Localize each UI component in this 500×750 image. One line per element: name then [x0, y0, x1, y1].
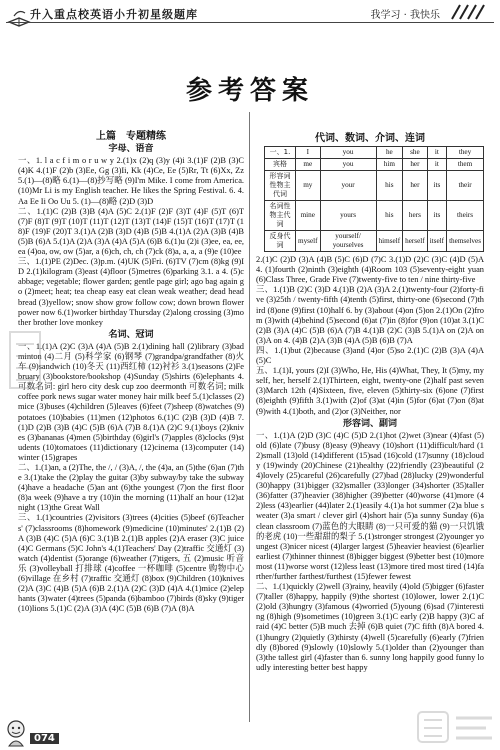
- table-cell: yourself/ yourselves: [320, 231, 376, 252]
- subsection-heading: 字母、语音: [108, 144, 154, 155]
- subsection-heading: 名词、冠词: [108, 329, 154, 340]
- table-cell: himself: [376, 231, 403, 252]
- table-corner: 一、1.: [265, 147, 296, 159]
- answer-block: 五、1.(1)I, yours (2)I (3)Who, He, His (4)What, They, It (5)my, myself, her, herself 2.(1)Thirteen, eight, twenty-one (2)half past seven (3)March 12th (4)Sixteen, five, eleven (5)thirty-six (6)one (7)first (8)eighth (9)fifth 3.(1)with (2)of (3)at (4)in (5)for (6)at (7)on (8)at (9)with 4.(1)both, and (2)or (3)Neither, nor: [256, 366, 484, 416]
- table-cell: his: [376, 201, 403, 231]
- table-cell: her: [403, 159, 428, 171]
- slash-decoration-icon: [446, 3, 486, 21]
- column-divider: [249, 112, 250, 722]
- answer-block: 二、1.(1)quickly (2)well (3)rainy, heavily (4)old (5)bigger (6)faster (7)taller (8)happy, happily (9)the shortest (10)lower, lower 2.(1)C (2)old (3)hungry (3)famous (4)worried (5)young (6)sad (7)interesting (8)high (9)sometimes (10)green 3.(1)C early (2)B happy (3)C afraid (4)C better (5)B much 去掉 (6)B quiet (7)C fifth (8)A bored 4.(1)hungry (2)quietly (3)thirsty (4)well (5)carefully (6)early (7)friendly (8)bored (9)slowly (10)slowly 5.(1)older than (2)younger than (3)the tallest girl (4)faster than 6. sunny long happily good funny loudly interesting better best happy: [256, 582, 484, 672]
- table-cell: myself: [296, 231, 321, 252]
- table-row: [265, 231, 484, 252]
- answer-block: 三、1.(1)B (2)C (3)D 4.(1)B (2)A (3)A 2.(1)twenty-four (2)forty-five (3)25th / twenty-fifth (4)tenth (5)first, thirty-one (6)second (7)third (8)one (9)first (10)half 6. by (3)about (4)on (5)on 2.(1)On (2)from (3)with (4)behind (5)second (6)at (7)in (8)for (9)on (10)at 3.(1)C (2)B (3)A (4)C (5)B (6)A (7)B 4.(1)B (2)C (3)B 5.(1)A on (2)A on (3)A on 4. (4)B (2)A (3)B (4)A (5)B (6)B (7)A: [256, 285, 484, 345]
- page-number: 074: [30, 733, 59, 744]
- subsection-heading: 形容词、副词: [342, 418, 397, 429]
- table-row: [265, 159, 484, 171]
- page-header: [0, 0, 500, 44]
- stamp-watermark-icon: [8, 330, 42, 390]
- table-header-cell: I: [296, 147, 321, 159]
- series-title: 升入重点校英语小升初星级题库: [30, 8, 198, 21]
- table-cell: yours: [320, 201, 376, 231]
- table-row: [265, 201, 484, 231]
- table-cell: them: [447, 159, 484, 171]
- right-column: [256, 134, 484, 673]
- slogan: 我学习 · 我快乐: [370, 10, 440, 21]
- table-cell: her: [403, 171, 428, 201]
- answer-block: 2.(1)C (2)D (3)A (4)B (5)C (6)D (7)C 3.(1)D (2)C (3)C (4)D (5)A 4. (1)fourth (2)ninth (3)eighth (4)Room 103 (5)seventy-eight yuan (6)Class Three, Grade Five (7)twenty-five to ten / nine thirty-five: [256, 255, 484, 285]
- page-title: 参考答案: [185, 76, 314, 106]
- table-cell: my: [296, 171, 321, 201]
- answer-block: 四、1.(1)but (2)because (3)and (4)or (5)so 2.(1)C (2)B (3)A (4)A (5)C: [256, 345, 484, 366]
- answer-block: 一、1.(1)A (2)C (3)A (4)A (5)B 2.(1)dining hall (2)library (3)badminton (4)二月 (5)科学家 (6)钢琴 (7)grandpa/grandfather (8)火车 (9)sandwich (10)冬天 (11)西红柿 (12)衬衫 3.(1)seasons (2)February (3)bookstore/bookshop (4)Sunday (5)shirts (6)elephants 4. 可数名词: girl hero city desk cup zoo deermonth 可数名词; milk coffee pork news sugar water money hair milk beef 5.(1)classes (2)mice (3)buses (4)children (5)leaves (6)feet (7)sheep (8)watches (9)potatoes (10)babies (11)men (12)photos 6.(1)C (2)B (3)D (4)B 7.(1)D (2)B (3)B (4)C (5)B (6)A (7)B 8.(1)A (2)C 9.(1)boys (2)knives (3)bananas (4)men (5)birthday (6)girl's (7)apples (8)clocks (9)students (10)tomatoes (11)dictionary (12)cinema (13)computer (14)winter (15)grapes: [18, 341, 244, 462]
- row-label: 名词性物主代词: [265, 201, 296, 231]
- table-cell: hers: [403, 201, 428, 231]
- table-cell: your: [320, 171, 376, 201]
- table-cell: herself: [403, 231, 428, 252]
- section-heading: 上篇 专题精练: [96, 131, 166, 142]
- table-header-cell: it: [427, 147, 446, 159]
- section-heading: 代词、数词、介词、连词: [315, 133, 425, 144]
- table-cell: me: [296, 159, 321, 171]
- row-label: 反身代词: [265, 231, 296, 252]
- table-cell: mine: [296, 201, 321, 231]
- answer-block: 二、1.(1)C (2)B (3)B (4)A (5)C 2.(1)F (2)F (3)T (4)F (5)T (6)T (7)F (8)T (9)T (10)T (11)T (12)T (13)T (14)F (15)T (16)T (17)T (18)F (19)F (20)T 3.(1)A (2)B (3)D (4)B (5)B 4.(1)A (2)A (3)B (4)B (5)B (6)A 5.(1)A (2)A (3)A (4)A (5)A (6)B 6.(1)u (2)i (3)ee, ea, ee, ea (4)oa, ow, ow (5)ar, a (6)ch, ch, ch (7)ck (8)a, a, a, a (9)e (10)ee: [18, 206, 244, 257]
- left-column: [18, 132, 244, 614]
- table-cell: itself: [427, 231, 446, 252]
- book-icon: [6, 4, 32, 30]
- pronoun-table: [264, 146, 484, 252]
- table-cell: themselves: [447, 231, 484, 252]
- table-row: [265, 171, 484, 201]
- table-cell: him: [376, 159, 403, 171]
- row-label: 形容词性物主代词: [265, 171, 296, 201]
- table-cell: his: [376, 171, 403, 201]
- table-cell: theirs: [447, 201, 484, 231]
- answer-block: 二、1.(1)an, a (2)The, the /, / (3)A, /, the (4)a, an (5)the (6)an (7)the 3.(1)take the (2)play the guitar (3)by subway/by take the subway (4)have a headache (5)an ant (6)the youngest (7)on the first floor (8)a week (9)have a try (10)in the morning (11)half an hour (12)at night (13)the Great Wall: [18, 463, 244, 513]
- table-cell: its: [427, 171, 446, 201]
- table-header-cell: they: [447, 147, 484, 159]
- answer-block: 一、1.(1)A (2)D (3)C (4)C (5)D 2.(1)hot (2)wet (3)near (4)fast (5)old (6)late (7)busy (8)easy (9)heavy (10)short (11)difficult/hard (12)small (13)old (14)different (15)sad (16)cold (17)sunny (18)cloudy (19)windy (20)Chinese (21)healthy (22)friendly (23)beautiful (24)lovely (25)careful (26)carefully (27)bad (28)lucky (29)wonderful (30)happy (31)bigger (32)smaller (33)longer (34)shorter (35)taller (36)fatter (37)heavier (38)higher (39)better (40)worse (41)more (42)less (43)earlier (44)later 2.(1)easily 4.(1)a hot summer (2)a blue sweater (3)a smart / clever girl (4)short hair (5)a sunny Sunday (6)a clean classroom (7)蓝色的大眼睛 (8)一只可爱的猫 (9)一只饥饿的老虎 (10)一些甜甜的梨子 5.(1)stronger strongest (2)younger youngest (3)nicer nicest (4)larger largest (5)heavier heaviest (6)earlier earliest (7)thinner thinnest (8)bigger biggest (9)better best (10)more most (11)worse worst (12)less least (13)more tired most tired (14)farther/further farthest/furthest (15)fewer fewest: [256, 430, 484, 581]
- table-header-cell: she: [403, 147, 428, 159]
- table-cell: their: [447, 171, 484, 201]
- table-cell: its: [427, 201, 446, 231]
- answer-block: 三、1.(1)PE (2)Dec. (3)p.m. (4)UK (5)Fri. (6)TV (7)cm (8)kg (9)ID 2.(1)kilogram (3)east (4)floor (5)metres (6)parking 3.1. a 4. (5)cabbage; vegetable; flower garden; gentle page girl; ago bag again go (2)meet; heat; tea cheap easy eat clean weak weather; dead head bread (3)yellow; snow show grow follow cow; down brown flower power now 6.(1)worker birthday Thursday (2)along crossing (3)mother brother love monkey: [18, 257, 244, 327]
- table-header-cell: he: [376, 147, 403, 159]
- answer-block: 一、1. l a c f i m o r u w y 2.(1)x (2)q (3)y (4)i 3.(1)F (2)B (3)C (4)K 4.(1)F (2)b (3)Ee, Gg (3)Ii, Kk (4)Ce, Ee (5)Rr, Tt (6)Xx, Zz 5.(1)—(8)略 6.(1)—(8)抄写略 (9)I'm Mike. I come from America. (10)Mr Li is my English teacher. He likes the Spring Festival. 6. 4. Aa Ee Ii Oo Uu 5. (1)—(8)略 (2)D (3)D: [18, 156, 244, 206]
- table-cell: you: [320, 159, 376, 171]
- corner-logo-watermark-icon: [416, 708, 496, 748]
- answer-block: 三、1.(1)countries (2)visitors (3)trees (4)cities (5)beef (6)Teachers' (7)classrooms (8)homework (9)medicine (10)minutes' 2.(1)B (2)A (3)B (4)C (5)A (6)C 3.(1)B 2.(1)B apples (2)A eraser (3)C juice (4)C Germans (5)C John's 4.(1)Teachers' Day (2)traffic 交通灯 (3)watch (4)dentist (5)orange (6)weather (7)tigers, 五 (2)music 听音乐 (3)volleyball 打排球 (4)coffee 一杯咖啡 (5)centre 购物中心 (6)village 在乡村 (7)traffic 交通灯 (8)box (9)Children (10)knives (2)A (3)C (4)B (5)A (6)B 2.(1)A (2)C (3)D (4)A 4.(1)mice (2)elephants (3)water (4)trees (5)panda (6)bamboo (7)birds (8)sky (9)tiger (10)lions 5.(1)C (2)A (3)A (4)C (5)B (6)B (7)A (8)A: [18, 513, 244, 614]
- row-label: 宾格: [265, 159, 296, 171]
- table-cell: it: [427, 159, 446, 171]
- cartoon-mascot-icon: [2, 718, 30, 748]
- header-rule: [6, 22, 494, 23]
- table-header-cell: you: [320, 147, 376, 159]
